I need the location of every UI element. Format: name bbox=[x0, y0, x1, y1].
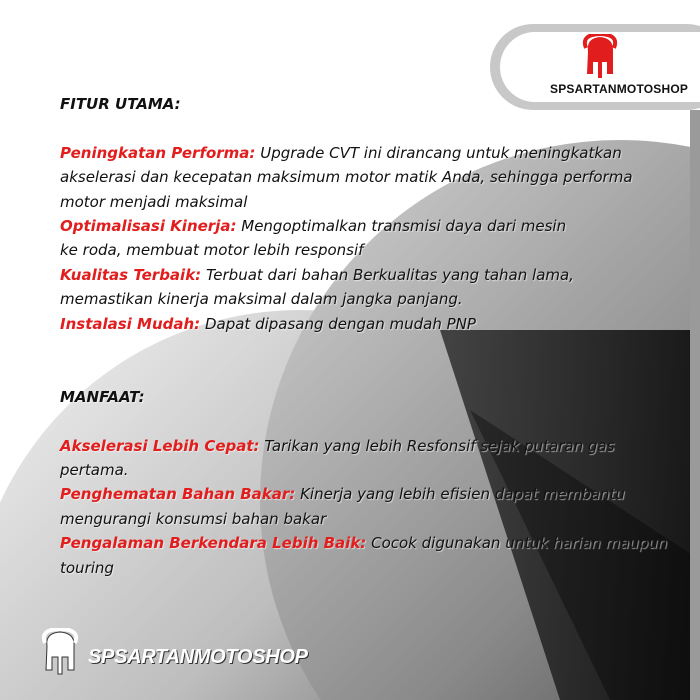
manfaat-item-label: Penghematan Bahan Bakar: bbox=[60, 485, 296, 504]
bottom-logo-text: SPSARTANMOTOSHOP bbox=[88, 646, 308, 668]
fitur-item-desc: memastikan kinerja maksimal dalam jangka panjang. bbox=[60, 290, 463, 309]
manfaat-item-2 bbox=[60, 482, 680, 531]
fitur-title: FITUR UTAMA: bbox=[60, 95, 181, 113]
fitur-item-label: Kualitas Terbaik: bbox=[60, 265, 202, 284]
spartan-helmet-icon bbox=[580, 34, 620, 82]
fitur-item-1 bbox=[60, 141, 680, 214]
manfaat-item-desc: Cocok digunakan untuk harian maupun touring bbox=[60, 534, 668, 577]
fitur-item-desc: Dapat dipasang dengan mudah PNP bbox=[204, 314, 476, 333]
fitur-item-2 bbox=[60, 214, 680, 263]
fitur-item-desc: ke roda, membuat motor lebih responsif bbox=[60, 241, 364, 260]
bottom-logo bbox=[38, 628, 308, 678]
fitur-item-desc: akselerasi dan kecepatan maksimum motor matik Anda, sehingga performa bbox=[60, 168, 633, 187]
manfaat-item-desc: mengurangi konsumsi bahan bakar bbox=[60, 509, 327, 528]
fitur-item-desc: Mengoptimalkan transmisi daya dari mesin bbox=[241, 217, 567, 236]
fitur-item-3 bbox=[60, 263, 680, 312]
spartan-helmet-icon bbox=[38, 628, 82, 676]
manfaat-item-3 bbox=[60, 531, 680, 580]
content-text bbox=[60, 92, 680, 580]
manfaat-item-desc: Tarikan yang lebih Resfonsif sejak putaran gas pertama. bbox=[60, 436, 615, 480]
manfaat-title: MANFAAT: bbox=[60, 387, 145, 406]
fitur-item-desc: motor menjadi maksimal bbox=[60, 192, 248, 211]
manfaat-item-1 bbox=[60, 434, 680, 483]
fitur-item-label: Peningkatan Performa: bbox=[60, 143, 256, 162]
manfaat-item-desc: Kinerja yang lebih efisien dapat membantu bbox=[300, 485, 625, 504]
fitur-item-4 bbox=[60, 312, 680, 336]
bg-right-edge bbox=[690, 110, 700, 700]
fitur-item-desc: Terbuat dari bahan Berkualitas yang tahan lama, bbox=[205, 265, 574, 284]
fitur-item-label: Instalasi Mudah: bbox=[60, 314, 201, 333]
fitur-item-label: Optimalisasi Kinerja: bbox=[60, 217, 237, 236]
fitur-item-desc: Upgrade CVT ini dirancang untuk meningkatkan bbox=[260, 143, 622, 162]
manfaat-item-label: Akselerasi Lebih Cepat: bbox=[60, 436, 260, 455]
manfaat-item-label: Pengalaman Berkendara Lebih Baik: bbox=[60, 534, 367, 553]
top-logo-text: SPSARTANMOTOSHOP bbox=[550, 82, 689, 96]
